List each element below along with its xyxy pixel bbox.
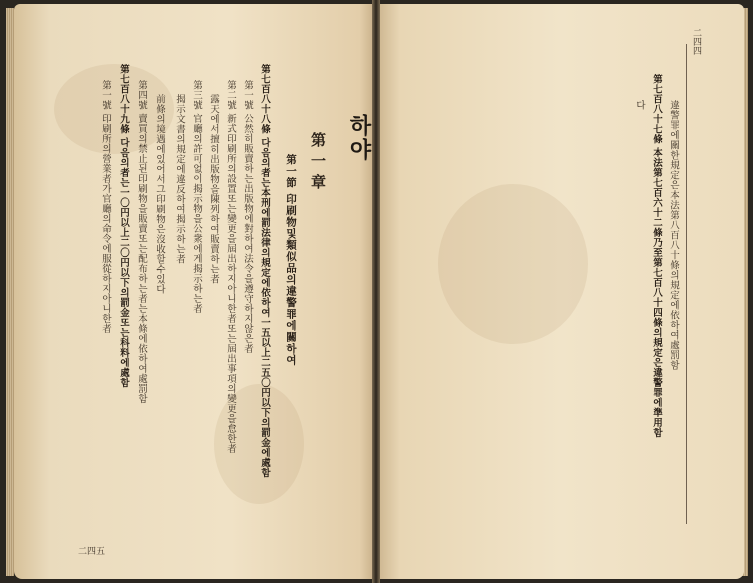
text-column: 第七百八十八條 다음의者는本刑에罰法律의規定에依하여一五以上二五〇円以下의罰金에處함 [259, 64, 270, 478]
book-gutter [372, 0, 380, 583]
text-column: 前條의境遇에있어서그印刷物은沒收할수있다 [154, 94, 165, 294]
page-number: 二四五 [78, 547, 106, 557]
text-fragment: 다 [634, 100, 645, 110]
text-column: 第一號 公然히販賣하는出版物에對하여法令을遵守하지않은者 [242, 80, 253, 354]
text-column: 第四號 賣買의禁止된印刷物을販賣또는配布하는者는本條에依하여處罰함 [136, 80, 147, 404]
section-heading: 第一節 印刷物및類似品의違警罪에關하여 [285, 154, 297, 366]
text-column: 第七百八十九條 다음의者는一〇円以上二〇円以下의罰金또는科料에處함 [118, 64, 129, 388]
left-page-edges [6, 8, 14, 576]
text-column: 露天에서擅히出版物을陳列하여販賣하는者 [208, 94, 219, 284]
page-rule [686, 44, 687, 524]
left-page [14, 4, 374, 579]
text-column: 揭示文書의規定에違反하여揭示하는者 [174, 94, 185, 264]
text-column: 第三號 官廳의許可없이揭示物을公衆에게揭示하는者 [191, 80, 202, 314]
page-stain [438, 184, 588, 344]
part-title: 하야 [346, 114, 372, 162]
text-column: 第二號 新式印刷所의設置또는變更을屆出하지아니한者또는屆出事項의變更을怠한者 [225, 80, 236, 454]
chapter-title: 第一章 [309, 132, 327, 195]
text-column: 第一號 印刷所의營業者가官廳의命令에服從하지아니한者 [100, 80, 111, 334]
text-column: 違警罪에關한規定은本法第八百八十條의規定에依하여處罰함 [668, 100, 679, 370]
page-number: 二四四 [691, 28, 701, 55]
right-page [378, 4, 744, 579]
text-column: 第七百八十七條 本法第七百六十二條乃至第七百八十四條의規定은違警罪에準用함 [651, 74, 662, 438]
